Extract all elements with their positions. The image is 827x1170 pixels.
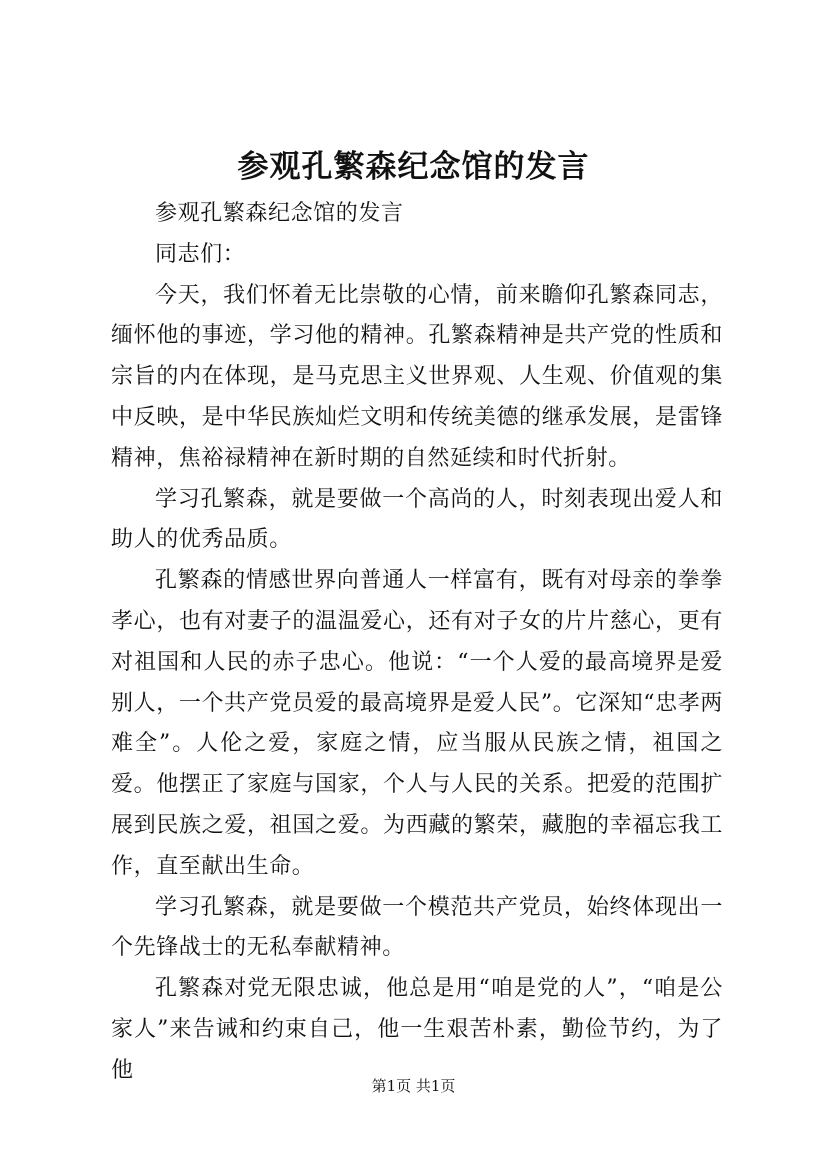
paragraph-subtitle: 参观孔繁森纪念馆的发言: [155, 201, 404, 226]
document-title: 参观孔繁森纪念馆的发言: [237, 149, 590, 185]
paragraph-salutation: 同志们：: [155, 241, 246, 267]
paragraph-point-two: 学习孔繁森，就是要做一个模范共产党员，始终体现出一个先锋战士的无私奉献精神。: [111, 894, 723, 961]
document-body: [111, 194, 723, 1092]
paragraph-intro: 今天，我们怀着无比崇敬的心情，前来瞻仰孔繁森同志，缅怀他的事迹，学习他的精神。孔繁森精神是共产党的性质和宗旨的内在体现，是马克思主义世界观、人生观、价值观的集中反映，是中华民族灿烂文明和传统美德的继承发展，是雷锋精神，焦裕禄精神在新时期的自然延续和时代折射。: [111, 282, 723, 471]
paragraph-emotion: 孔繁森的情感世界向普通人一样富有，既有对母亲的拳拳孝心，也有对妻子的温温爱心，还有对子女的片片慈心，更有对祖国和人民的赤子忠心。他说：“一个人爱的最高境界是爱别人，一个共产党员爱的最高境界是爱人民”。它深知“忠孝两难全”。人伦之爱，家庭之情，应当服从民族之情，祖国之爱。他摆正了家庭与国家，个人与人民的关系。把爱的范围扩展到民族之爱，祖国之爱。为西藏的繁荣，藏胞的幸福忘我工作，直至献出生命。: [111, 568, 723, 879]
page-footer: 第1页 共1页: [371, 1077, 456, 1095]
paragraph-point-one: 学习孔繁森，就是要做一个高尚的人，时刻表现出爱人和助人的优秀品质。: [111, 486, 723, 553]
paragraph-loyalty: 孔繁森对党无限忠诚，他总是用“咱是党的人”，“咱是公家人”来告诫和约束自己，他一生艰苦朴素，勤俭节约，为了他: [111, 976, 723, 1083]
